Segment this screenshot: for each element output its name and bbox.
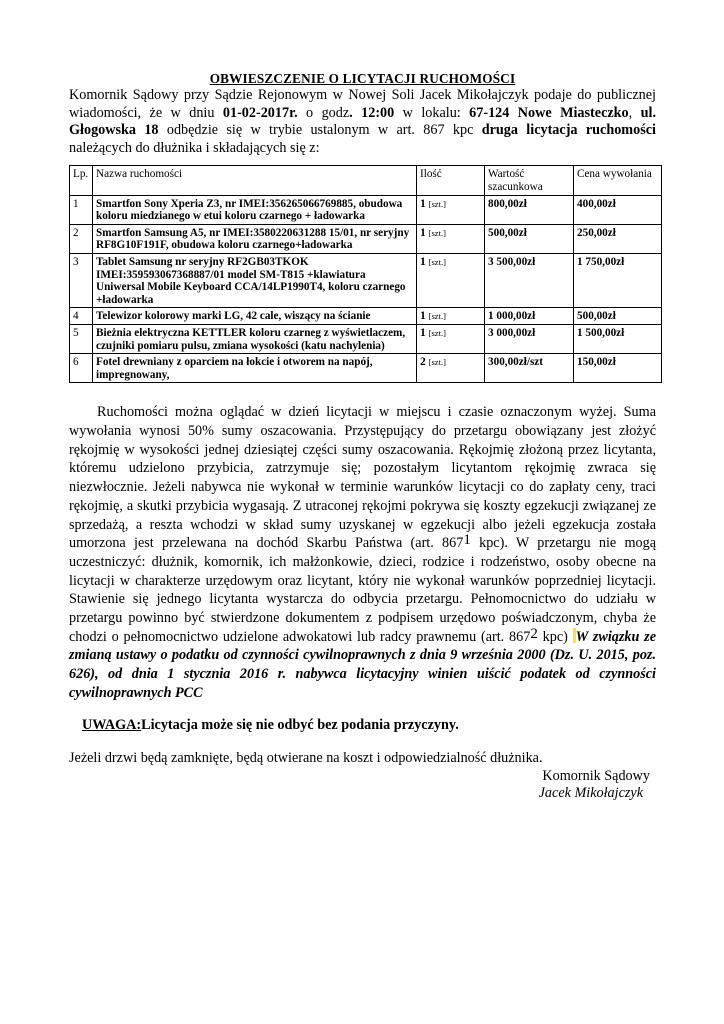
table-row (70, 308, 662, 325)
intro-paragraph (69, 87, 656, 157)
row-lp: 6 (70, 354, 93, 383)
row-qty (417, 308, 485, 325)
intro-text: Komornik Sądowy przy Sądzie Rejonowym w Nowej Soli Jacek Mikołajczyk podaje do publicznej wiadomości, że w dniu (69, 87, 656, 121)
row-lp: 4 (70, 308, 93, 325)
row-qty (417, 253, 485, 307)
row-price: 150,00zł (574, 354, 662, 383)
intro-text: należących do dłużnika i składających się z: (69, 139, 320, 156)
auction-street: ul. Głogowska 18 (69, 104, 657, 139)
qty-unit: [szt.] (428, 311, 447, 322)
intro-text: o godz (297, 104, 350, 121)
qty-value: 2 (420, 355, 426, 369)
tax-notice: W związku ze zmianą ustawy o podatku od czynności cywilnoprawnych z dnia 9 września 2000 (Dz. U. 2015, poz. 626), od dnia 1 stycznia 2016 r. nabywca licytacyjny winien uiścić podatek od czynności cywilnoprawnych PCC (69, 628, 657, 701)
warning-line (69, 717, 656, 735)
article-superscript: 1 (463, 532, 471, 549)
items-table (69, 165, 662, 383)
row-price: 1 500,00zł (574, 324, 662, 353)
qty-unit: [szt.] (428, 327, 447, 338)
auction-place: 67-124 Nowe Miasteczko (469, 104, 629, 121)
table-header-row (70, 166, 662, 195)
warning-text: Licytacja może się nie odbyć bez podania przyczyny. (141, 716, 459, 733)
terms-text: kpc) (537, 628, 573, 645)
terms-text: Ruchomości można oglądać w dzień licytacji w miejscu i czasie oznaczonym wyżej. Suma wywołania wynosi 50% sumy oszacowania. Przystępujący do przetargu obowiązany jest złożyć rękojmię w wysokości jednej dziesiątej części sumy oszacowania. Rękojmię złożoną przez licytanta, któremu udzielono przybicia, zatrzymuje się; pozostałym licytantom rękojmię zwraca się niezwłocznie. Jeżeli nabywca nie wykonał w terminie warunków licytacji co do zapłaty ceny, traci rękojmię, a skutki przybicia wygasają. Z utraconej rękojmi pokrywa się koszty egzekucji związanej ze sprzedażą, a reszta wchodzi w skład sumy uzyskanej w egzekucji albo jeżeli egzekucja została umorzona jest przelewana na dochód Skarbu Państwa (art. 867 (69, 404, 656, 552)
row-name: Bieżnia elektryczna KETTLER koloru czarneg z wyświetlaczem, czujniki pomiaru pulsu, zmiana wysokości (katu nachylenia) (93, 324, 417, 353)
row-value: 500,00zł (485, 224, 574, 253)
terms-paragraph (69, 403, 656, 702)
auction-type: druga licytacja ruchomości (481, 122, 656, 139)
signature-role: Komornik Sądowy (542, 767, 650, 784)
row-name: Fotel drewniany z oparciem na łokcie i otworem na napój, impregnowany, (93, 354, 417, 383)
article-superscript: 2 (530, 625, 538, 642)
qty-value: 1 (420, 196, 426, 210)
table-row (70, 354, 662, 383)
qty-value: 1 (420, 225, 426, 239)
row-price: 1 750,00zł (574, 253, 662, 307)
header-price: Cena wywołania (574, 166, 662, 195)
row-price: 250,00zł (574, 224, 662, 253)
doors-notice: Jeżeli drzwi będą zamknięte, będą otwierane na koszt i odpowiedzialność dłużnika. (69, 750, 543, 767)
header-lp: Lp. (70, 166, 93, 195)
header-value: Wartość szacunkowa (485, 166, 574, 195)
row-value: 1 000,00zł (485, 308, 574, 325)
table-row (70, 253, 662, 307)
row-lp: 2 (70, 224, 93, 253)
qty-value: 1 (420, 309, 426, 323)
row-name: Tablet Samsung nr seryjny RF2GB03TKOK IMEI:359593067368887/01 model SM-T815 +klawiatura Uniwersal Mobile Keyboard CCA/14LP1990T4, koloru czarnego +ładowarka (93, 253, 417, 307)
terms-text: kpc). W przetargu nie mogą uczestniczyć: dłużnik, komornik, ich małżonkowie, dzieci, rodzice i rodzeństwo, osoby obecne na licytacji w charakterze urzędowym oraz licytant, który nie wykonał warunków poprzedniej licytacji. Stawienie się jednego licytanta wystarcza do odbycia przetargu. Pełnomocnictwo do udziału w przetargu powinno być stwierdzone dokumentem z podpisem urzędowo poświadczonym, chyba że chodzi o pełnomocnictwo udzielone adwokatowi lub radcy prawnemu (art. 867 (69, 535, 656, 645)
row-lp: 3 (70, 253, 93, 307)
intro-text: w lokalu: (394, 104, 470, 121)
qty-unit: [szt.] (428, 256, 447, 267)
qty-value: 1 (420, 325, 426, 339)
table-row (70, 195, 662, 224)
qty-unit: [szt.] (428, 198, 447, 209)
auction-time: . 12:00 (349, 104, 395, 121)
row-price: 500,00zł (574, 308, 662, 325)
signature-name: Jacek Mikołajczyk (538, 785, 643, 802)
row-value: 800,00zł (485, 195, 574, 224)
notice-page (69, 70, 656, 803)
row-qty (417, 195, 485, 224)
row-lp: 5 (70, 324, 93, 353)
intro-text: odbędzie się w trybie ustalonym w art. 867 kpc (158, 122, 482, 139)
row-value: 3 000,00zł (485, 324, 574, 353)
qty-unit: [szt.] (428, 227, 447, 238)
intro-text: , (628, 104, 641, 121)
row-lp: 1 (70, 195, 93, 224)
warning-label: UWAGA: (82, 716, 142, 733)
qty-value: 1 (420, 254, 426, 268)
row-name: Smartfon Samsung A5, nr IMEI:3580220631288 15/01, nr seryjny RF8G10F191F, obudowa koloru czarnego+ładowarka (93, 224, 417, 253)
notice-title: OBWIESZCZENIE O LICYTACJI RUCHOMOŚCI (209, 71, 516, 86)
auction-date: 01-02-2017r. (222, 104, 298, 121)
row-name: Smartfon Sony Xperia Z3, nr IMEI:356265066769885, obudowa koloru miedzianego w etui koloru czarnego + ładowarka (93, 195, 417, 224)
header-name: Nazwa ruchomości (93, 166, 417, 195)
row-price: 400,00zł (574, 195, 662, 224)
row-name: Telewizor kolorowy marki LG, 42 cale, wiszący na ścianie (93, 308, 417, 325)
header-qty: Ilość (417, 166, 485, 195)
qty-unit: [szt.] (428, 357, 447, 368)
row-value: 300,00zł/szt (485, 354, 574, 383)
row-qty (417, 324, 485, 353)
row-qty (417, 354, 485, 383)
row-value: 3 500,00zł (485, 253, 574, 307)
table-row (70, 224, 662, 253)
table-row (70, 324, 662, 353)
row-qty (417, 224, 485, 253)
